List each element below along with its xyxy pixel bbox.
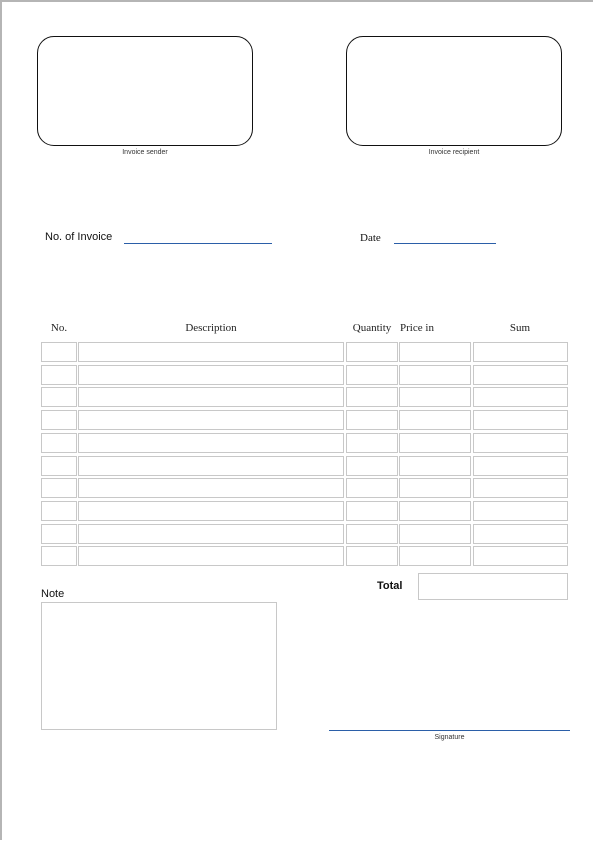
cell-description[interactable] <box>78 365 344 385</box>
invoice-sender-caption: Invoice sender <box>122 149 168 156</box>
cell-description[interactable] <box>78 501 344 521</box>
cell-quantity[interactable] <box>346 478 398 498</box>
cell-sum[interactable] <box>473 524 568 544</box>
cell-no[interactable] <box>41 456 77 476</box>
note-label: Note <box>41 588 65 600</box>
cell-no[interactable] <box>41 478 77 498</box>
date-label: Date <box>360 232 381 244</box>
column-header-description: Description <box>185 322 237 334</box>
cell-description[interactable] <box>78 456 344 476</box>
cell-description[interactable] <box>78 433 344 453</box>
date-field[interactable] <box>394 243 496 244</box>
cell-no[interactable] <box>41 410 77 430</box>
cell-no[interactable] <box>41 342 77 362</box>
cell-sum[interactable] <box>473 387 568 407</box>
column-header-price: Price in <box>400 322 434 334</box>
cell-quantity[interactable] <box>346 546 398 566</box>
cell-sum[interactable] <box>473 456 568 476</box>
cell-no[interactable] <box>41 433 77 453</box>
invoice-recipient-caption: Invoice recipient <box>428 149 480 156</box>
cell-quantity[interactable] <box>346 433 398 453</box>
cell-sum[interactable] <box>473 546 568 566</box>
cell-quantity[interactable] <box>346 365 398 385</box>
column-header-no: No. <box>50 322 68 334</box>
cell-description[interactable] <box>78 410 344 430</box>
cell-sum[interactable] <box>473 342 568 362</box>
cell-description[interactable] <box>78 387 344 407</box>
total-field[interactable] <box>418 573 568 600</box>
cell-price[interactable] <box>399 456 471 476</box>
cell-no[interactable] <box>41 387 77 407</box>
cell-quantity[interactable] <box>346 456 398 476</box>
column-header-sum: Sum <box>509 322 531 334</box>
signature-caption: Signature <box>434 734 465 741</box>
invoice-recipient-box[interactable] <box>346 36 562 146</box>
cell-price[interactable] <box>399 501 471 521</box>
note-box[interactable] <box>41 602 277 730</box>
cell-quantity[interactable] <box>346 342 398 362</box>
cell-price[interactable] <box>399 546 471 566</box>
cell-price[interactable] <box>399 342 471 362</box>
cell-price[interactable] <box>399 433 471 453</box>
signature-line[interactable] <box>329 730 570 731</box>
cell-sum[interactable] <box>473 410 568 430</box>
total-label: Total <box>377 580 403 592</box>
cell-quantity[interactable] <box>346 410 398 430</box>
cell-sum[interactable] <box>473 501 568 521</box>
cell-price[interactable] <box>399 365 471 385</box>
column-header-quantity: Quantity <box>352 322 392 334</box>
cell-sum[interactable] <box>473 365 568 385</box>
cell-quantity[interactable] <box>346 524 398 544</box>
cell-sum[interactable] <box>473 478 568 498</box>
cell-no[interactable] <box>41 365 77 385</box>
cell-description[interactable] <box>78 524 344 544</box>
cell-quantity[interactable] <box>346 387 398 407</box>
cell-price[interactable] <box>399 387 471 407</box>
cell-no[interactable] <box>41 524 77 544</box>
cell-price[interactable] <box>399 478 471 498</box>
invoice-number-label: No. of Invoice <box>45 231 113 243</box>
invoice-sender-box[interactable] <box>37 36 253 146</box>
cell-description[interactable] <box>78 546 344 566</box>
cell-description[interactable] <box>78 478 344 498</box>
cell-description[interactable] <box>78 342 344 362</box>
cell-no[interactable] <box>41 501 77 521</box>
cell-no[interactable] <box>41 546 77 566</box>
invoice-number-field[interactable] <box>124 243 272 244</box>
cell-sum[interactable] <box>473 433 568 453</box>
cell-price[interactable] <box>399 524 471 544</box>
cell-price[interactable] <box>399 410 471 430</box>
cell-quantity[interactable] <box>346 501 398 521</box>
